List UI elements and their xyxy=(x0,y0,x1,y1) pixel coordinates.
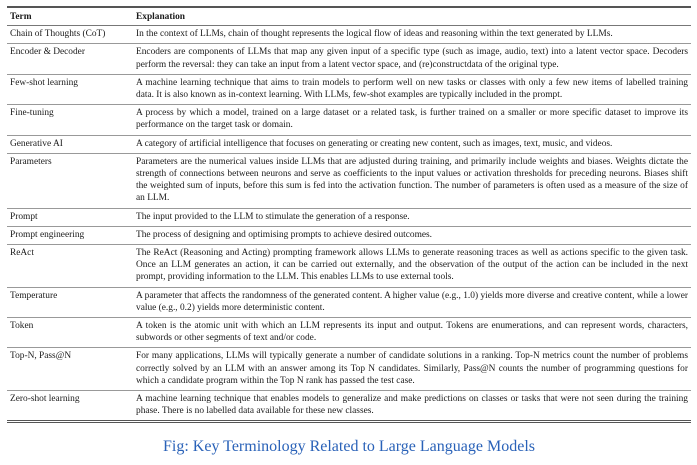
term-cell: Parameters xyxy=(10,156,52,167)
terminology-table xyxy=(7,6,691,423)
explanation-cell: Parameters are the numerical values inside LLMs that are adjusted during training, and primarily include weights and biases. Weights dictate the strength of connections between neurons and serve as coefficients to the input values or activation thresholds for preceding neurons. Biases shift the weighted sum of inputs, before this sum is fed into the activation function. The number of parameters is often used as a measure of the size of an LLM. xyxy=(136,156,688,204)
table-row xyxy=(7,391,691,422)
term-cell: Prompt xyxy=(10,211,38,222)
term-cell: Top-N, Pass@N xyxy=(10,351,72,362)
term-cell: Chain of Thoughts (CoT) xyxy=(10,29,106,40)
table-row xyxy=(7,26,691,44)
table-row xyxy=(7,74,691,104)
term-cell: Encoder & Decoder xyxy=(10,47,85,58)
term-cell: Zero-shot learning xyxy=(10,394,80,405)
term-cell: Fine-tuning xyxy=(10,108,54,119)
explanation-cell: A parameter that affects the randomness of the generated content. A higher value (e.g., 1.0) yields more diverse and creative content, while a lower value (e.g., 0.2) yields more deterministic content. xyxy=(136,290,688,313)
explanation-cell: A machine learning technique that enables models to generalize and make predictions on classes or tasks that were not seen during the training phase. There is no labelled data available for these new classes. xyxy=(136,394,688,417)
table-row xyxy=(7,348,691,391)
table-header-row xyxy=(7,7,691,26)
table-row xyxy=(7,287,691,317)
explanation-cell: A machine learning technique that aims to train models to perform well on new tasks or classes with only a few new items of labelled training data. It is also known as in-context learning. With LLMs, few-shot examples are typically included in the prompt. xyxy=(136,77,688,101)
explanation-cell: Encoders are components of LLMs that map any given input of a specific type (such as image, audio, text) into a latent vector space. Decoders perform the reversal: they can take an input from a latent vector space, and (re)constructdata of the original type. xyxy=(136,47,688,70)
table-row xyxy=(7,318,691,348)
figure-caption: Fig: Key Terminology Related to Large Language Models xyxy=(163,438,535,456)
term-cell: Temperature xyxy=(10,290,58,301)
table-row xyxy=(7,226,691,244)
explanation-cell: A token is the atomic unit with which an LLM represents its input and output. Tokens are enumerations, and can represent words, characters, subwords or other segments of text and/or code. xyxy=(136,321,688,344)
explanation-cell: In the context of LLMs, chain of thought represents the logical flow of ideas and reasoning within the text generated by LLMs. xyxy=(136,29,613,40)
table-row xyxy=(7,135,691,153)
table-row xyxy=(7,245,691,288)
explanation-cell: A process by which a model, trained on a large dataset or a related task, is further trained on a smaller or more specific dataset to improve its performance on the target task or domain. xyxy=(136,108,688,131)
table-row xyxy=(7,153,691,208)
explanation-cell: The ReAct (Reasoning and Acting) prompting framework allows LLMs to generate reasoning traces as well as actions specific to the given task. Once an LLM generates an action, it can be carried out externally, and the observation of the output of the action can be included in the next prompt, providing information to the LLM. This enables LLMs to use external tools. xyxy=(136,248,688,283)
header-explanation: Explanation xyxy=(136,12,185,22)
table-body xyxy=(7,26,691,422)
explanation-cell: The process of designing and optimising prompts to achieve desired outcomes. xyxy=(136,229,433,240)
table-row xyxy=(7,44,691,74)
explanation-cell: For many applications, LLMs will typically generate a number of candidate solutions in a ranking. Top-N metrics count the number of problems correctly solved by an LLM with an answer among its Top N candidates. Similarly, Pass@N counts the number of programming questions for which a candidate program within the Top N rank has passed the test case. xyxy=(136,351,688,386)
term-cell: Token xyxy=(10,321,34,332)
explanation-cell: The input provided to the LLM to stimulate the generation of a response. xyxy=(136,211,410,222)
term-cell: ReAct xyxy=(10,248,34,259)
term-cell: Few-shot learning xyxy=(10,77,78,88)
explanation-cell: A category of artificial intelligence that focuses on generating or creating new content, such as images, text, music, and videos. xyxy=(136,138,613,149)
table-row xyxy=(7,105,691,135)
header-term: Term xyxy=(10,12,32,22)
term-cell: Prompt engineering xyxy=(10,229,85,240)
term-cell: Generative AI xyxy=(10,138,63,149)
table-row xyxy=(7,208,691,226)
